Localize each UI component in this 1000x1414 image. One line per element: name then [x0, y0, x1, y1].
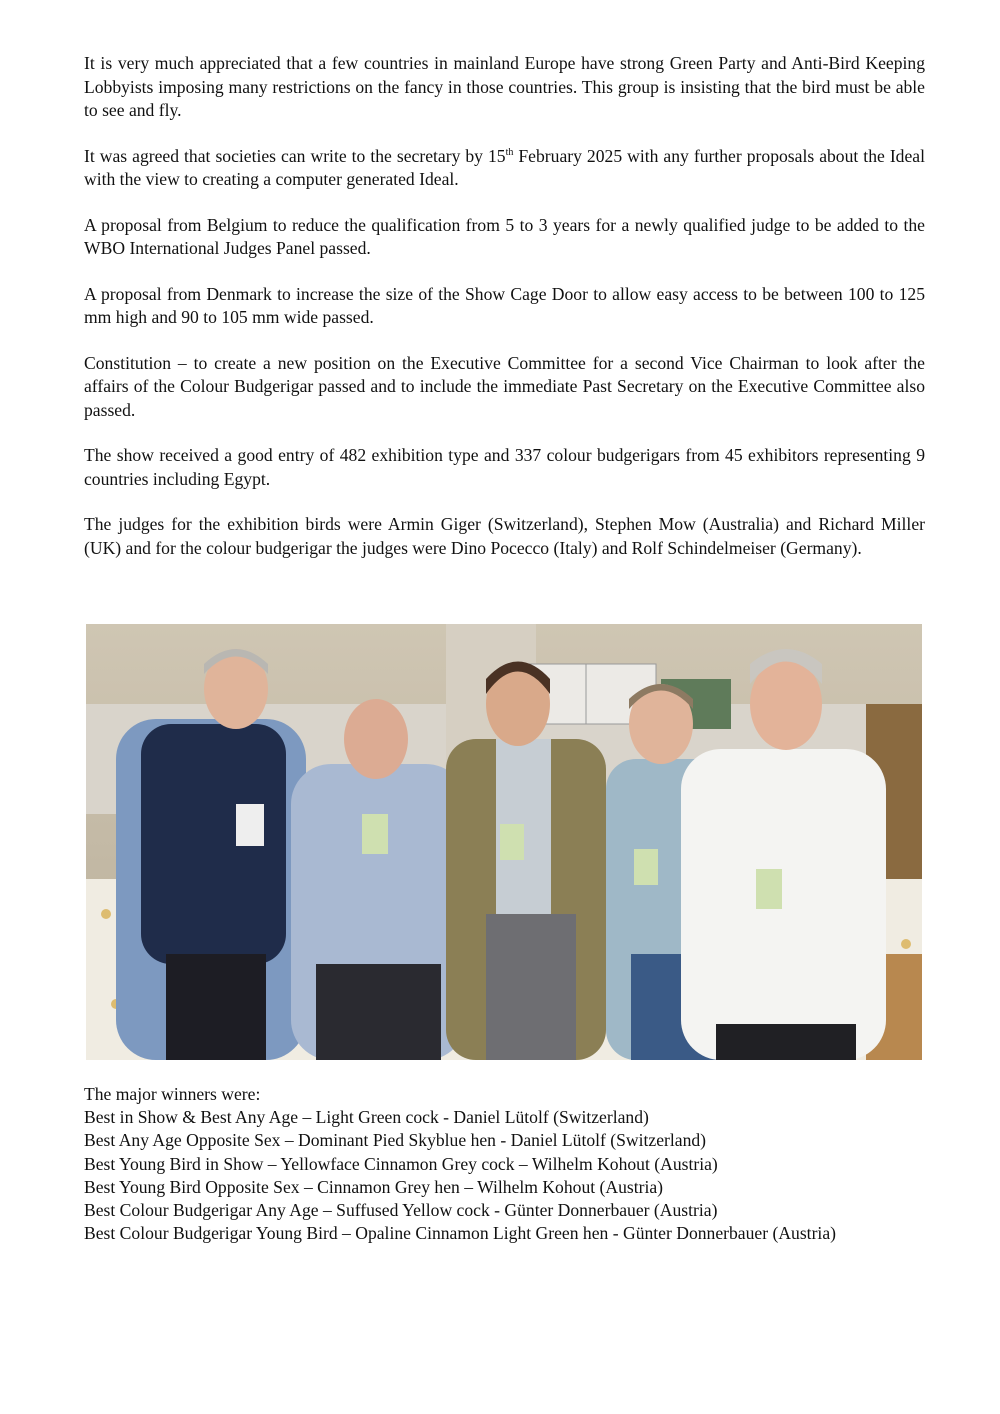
- group-photo: [86, 624, 922, 1060]
- document-body: [84, 52, 925, 582]
- winner-item: Best Colour Budgerigar Any Age – Suffused Yellow cock - Günter Donnerbauer (Austria): [84, 1200, 718, 1221]
- deadline-text-before: It was agreed that societies can write to the secretary by 15: [84, 145, 506, 166]
- winners-heading: The major winners were:: [84, 1084, 261, 1104]
- paragraph-belgium-proposal: A proposal from Belgium to reduce the qualification from 5 to 3 years for a newly qualified judge to be added to the WBO International Judges Panel passed.: [84, 214, 925, 258]
- winner-item: Best in Show & Best Any Age – Light Green cock - Daniel Lütolf (Switzerland): [84, 1107, 649, 1128]
- paragraph-show-entry: The show received a good entry of 482 exhibition type and 337 colour budgerigars from 45 exhibitors representing 9 countries including Egypt.: [84, 445, 925, 489]
- ordinal-suffix: th: [505, 146, 514, 158]
- paragraph-lobbyists: It is very much appreciated that a few countries in mainland Europe have strong Green Party and Anti-Bird Keeping Lobbyists imposing many restrictions on the fancy in those countries. This group is insisting that the bird must be able to see and fly.: [84, 53, 925, 120]
- winner-item: Best Any Age Opposite Sex – Dominant Pied Skyblue hen - Daniel Lütolf (Switzerland): [84, 1130, 707, 1151]
- deadline-text-after: February 2025 with any further proposals about the Ideal with the view to creating a computer generated Ideal.: [84, 145, 925, 189]
- paragraph-constitution: Constitution – to create a new position on the Executive Committee for a second Vice Chairman to look after the affairs of the Colour Budgerigar passed and to include the immediate Past Secretary on the Executive Committee also passed.: [84, 352, 925, 420]
- winner-item: Best Young Bird Opposite Sex – Cinnamon Grey hen – Wilhelm Kohout (Austria): [84, 1176, 664, 1197]
- group-photo-illustration: [86, 624, 922, 1060]
- paragraph-judges: The judges for the exhibition birds were Armin Giger (Switzerland), Stephen Mow (Australia) and Richard Miller (UK) and for the colour budgerigar the judges were Dino Pocecco (Italy) and Rolf Schindelmeiser (Germany).: [84, 514, 925, 558]
- major-winners-list: [84, 1083, 925, 1245]
- paragraph-ideal-deadline: [84, 145, 925, 192]
- winner-item: Best Young Bird in Show – Yellowface Cinnamon Grey cock – Wilhelm Kohout (Austria): [84, 1153, 718, 1174]
- winner-item: Best Colour Budgerigar Young Bird – Opaline Cinnamon Light Green hen - Günter Donnerbauer (Austria): [84, 1223, 836, 1244]
- paragraph-denmark-proposal: A proposal from Denmark to increase the size of the Show Cage Door to allow easy access to be between 100 to 125 mm high and 90 to 105 mm wide passed.: [84, 283, 925, 327]
